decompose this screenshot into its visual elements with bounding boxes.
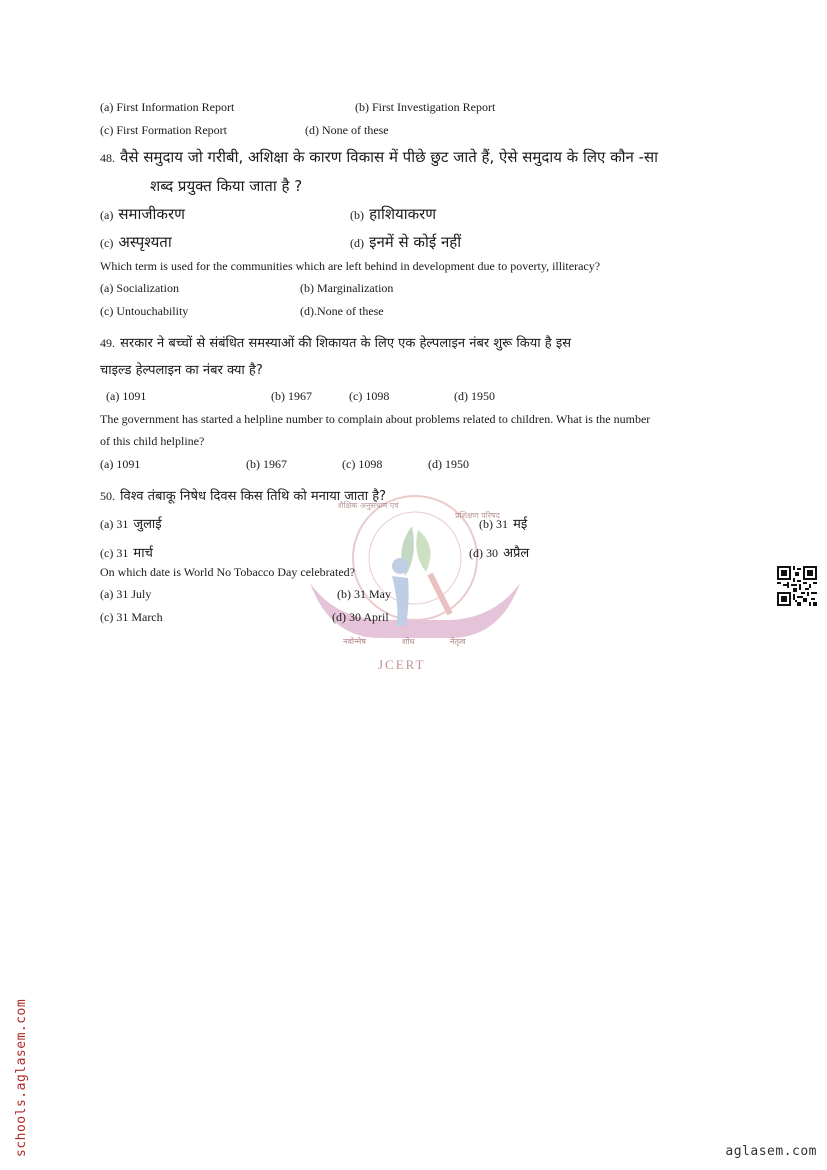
watermark-motto-3: नेतृत्व xyxy=(450,637,466,646)
q47-option-c: (c) First Formation Report xyxy=(100,123,227,137)
q48-hindi-option-b: (b) हाशियाकरण xyxy=(350,205,437,223)
q48-english-option-c: (c) Untouchability xyxy=(100,304,189,318)
q49-hindi-option-b: (b) 1967 xyxy=(271,389,312,403)
q48-hindi-question xyxy=(100,147,658,167)
q49-hindi-question xyxy=(100,332,571,351)
q50-hindi-option-c: (c) 31 मार्च xyxy=(100,546,153,561)
q47-option-b: (b) First Investigation Report xyxy=(355,100,496,114)
watermark-arc-text-right: प्रशिक्षण परिषद xyxy=(455,511,500,520)
q48-english-question: Which term is used for the communities which are left behind in development due to poverty, illiteracy? xyxy=(100,259,601,273)
q49-number: 49. xyxy=(100,336,115,350)
q50-hindi-option-d: (d) 30 अप्रैल xyxy=(469,546,530,561)
watermark-org: JCERT xyxy=(378,657,426,672)
q49-hindi-line2: चाइल्ड हेल्पलाइन का नंबर क्या है? xyxy=(100,363,263,378)
q49-hindi-option-d: (d) 1950 xyxy=(454,389,495,403)
q48-number: 48. xyxy=(100,151,115,165)
q49-english-option-c: (c) 1098 xyxy=(342,457,383,471)
side-url-watermark: schools.aglasem.com xyxy=(14,998,29,1157)
q48-hindi-option-d: (d) इनमें से कोई नहीं xyxy=(350,233,462,251)
q48-english-option-b: (b) Marginalization xyxy=(300,281,394,295)
q50-english-option-a: (a) 31 July xyxy=(100,587,152,601)
q49-english-line1: The government has started a helpline number to complain about problems related to children. What is the number xyxy=(100,412,651,426)
q48-english-option-d: (d).None of these xyxy=(300,304,384,318)
watermark-motto-2: शोध xyxy=(402,637,415,646)
q49-english-option-d: (d) 1950 xyxy=(428,457,469,471)
q48-hindi-line1: वैसे समुदाय जो गरीबी, अशिक्षा के कारण विकास में पीछे छुट जाते हैं, ऐसे समुदाय के लिए कौन -सा xyxy=(120,148,659,166)
footer-url: aglasem.com xyxy=(725,1144,817,1159)
q48-hindi-option-a: (a) समाजीकरण xyxy=(100,205,185,223)
q49-hindi-line1: सरकार ने बच्चों से संबंधित समस्याओं की शिकायत के लिए एक हेल्पलाइन नंबर शुरू किया है इस xyxy=(120,336,571,351)
watermark-motto-1: नवोन्मेष xyxy=(343,637,366,646)
q50-english-question: On which date is World No Tobacco Day celebrated? xyxy=(100,565,355,579)
watermark-arc-text-left: शैक्षिक अनुसंधान एवं xyxy=(338,501,399,510)
q50-hindi-option-b: (b) 31 मई xyxy=(479,517,528,532)
q49-english-line2: of this child helpline? xyxy=(100,434,205,448)
qr-code-icon xyxy=(777,566,817,606)
q48-english-option-a: (a) Socialization xyxy=(100,281,179,295)
q50-english-option-b: (b) 31 May xyxy=(337,587,391,601)
q48-hindi-option-c: (c) अस्पृश्यता xyxy=(100,233,172,251)
q48-hindi-line2: शब्द प्रयुक्त किया जाता है ? xyxy=(150,177,303,195)
q50-hindi-option-a: (a) 31 जुलाई xyxy=(100,517,162,532)
q50-english-option-c: (c) 31 March xyxy=(100,610,163,624)
q50-english-option-d: (d) 30 April xyxy=(332,610,389,624)
q49-english-option-b: (b) 1967 xyxy=(246,457,287,471)
q50-number: 50. xyxy=(100,489,115,503)
q49-hindi-option-c: (c) 1098 xyxy=(349,389,390,403)
q49-english-option-a: (a) 1091 xyxy=(100,457,141,471)
q49-hindi-option-a: (a) 1091 xyxy=(106,389,147,403)
q50-hindi-question: 50. विश्व तंबाकू निषेध दिवस किस तिथि को मनाया जाता है? xyxy=(100,489,386,504)
q47-option-d: (d) None of these xyxy=(305,123,389,137)
q47-option-a: (a) First Information Report xyxy=(100,100,235,114)
